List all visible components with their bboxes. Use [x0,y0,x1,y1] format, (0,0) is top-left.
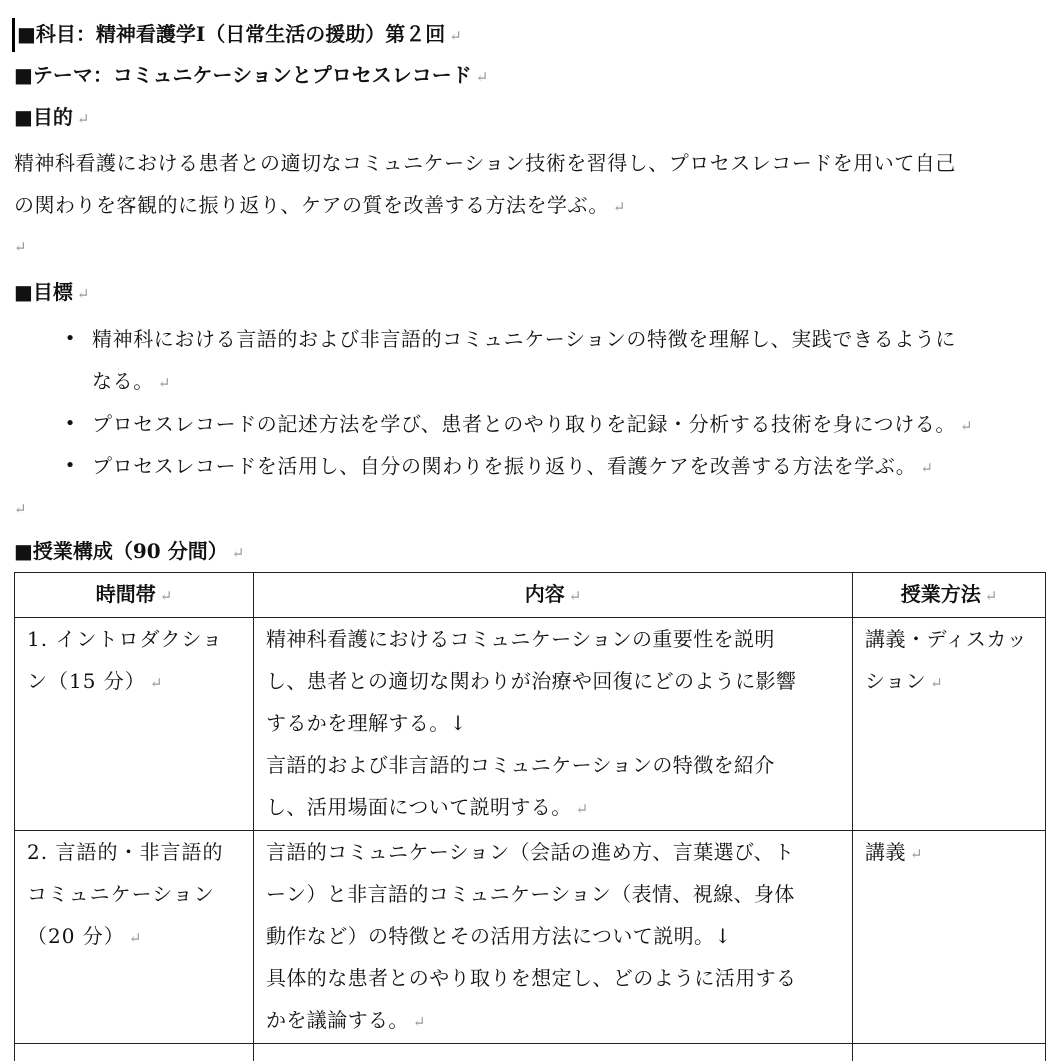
cell-method[interactable] [853,831,1046,1044]
table-row [15,618,1046,831]
goal-item-3-line-1: プロセスレコードを活用し、自分の関わりを振り返り、看護ケアを改善する方法を学ぶ。 [92,454,917,478]
cell-mark: ↵ [568,587,582,605]
course-structure-table[interactable] [14,572,1046,1061]
cell-method[interactable] [853,618,1046,831]
method-line [865,831,1033,875]
content-line: 精神科看護におけるコミュニケーションの重要性を説明 [266,627,775,651]
cell-mark: ↵ [910,845,924,863]
purpose-line-2-text: の関わりを客観的に振り返り、ケアの質を改善する方法を学ぶ。 [14,193,609,217]
goals-heading-text: ■目標 [14,280,73,304]
table-row [15,831,1046,1044]
content-line-text: かを議論する。 [266,1008,409,1032]
content-line: するかを理解する。↓ [266,711,467,735]
goal-item-2-line-1: プロセスレコードの記述方法を学び、患者とのやり取りを記録・分析する技術を身につける。 [92,412,956,436]
table-header-row [15,573,1046,618]
table-row [15,1044,1046,1061]
content-line [266,786,840,830]
content-line: ーン）と非言語的コミュニケーション（表情、視線、身体 [266,882,795,906]
paragraph-mark: ↵ [960,417,974,435]
paragraph-mark: ↵ [449,27,462,45]
header-content [254,573,853,618]
paragraph-mark: ↵ [157,374,171,392]
cell-time[interactable] [15,618,254,831]
goal-item-1-line-1: 精神科における言語的および非言語的コミュニケーションの特徴を理解し、実践できるように [92,327,956,351]
goals-heading [14,278,89,308]
bullet-icon: • [64,455,76,476]
header-content-label: 内容 [524,582,565,606]
cell-mark: ↵ [149,674,164,692]
header-method [853,573,1046,618]
goal-item-1 [52,318,1057,404]
cell-content[interactable] [254,618,853,831]
goal-item-2 [52,403,1057,447]
paragraph-mark: ↵ [920,459,934,477]
content-line: 具体的な患者とのやり取りを想定し、どのように活用する [266,966,797,990]
purpose-line-2 [14,184,1059,228]
empty-paragraph-mark: ↵ [14,238,27,256]
method-line: 講義・ディスカッ [865,627,1028,651]
theme-text: ■テーマ：コミュニケーションとプロセスレコード [14,63,472,87]
goal-item-1-line-2: なる。 [92,369,154,393]
content-line [266,999,840,1043]
time-line-text: （20 分） [27,924,125,948]
paragraph-mark: ↵ [76,110,90,128]
header-time-label: 時間帯 [95,582,156,606]
cell-mark: ↵ [575,800,589,818]
paragraph-mark: ↵ [612,198,626,216]
cell-method[interactable] [853,1044,1046,1061]
paragraph-mark: ↵ [475,68,489,86]
cell-time[interactable] [15,831,254,1044]
bullet-icon: • [64,328,76,349]
goal-item-3 [52,445,1057,489]
cell-mark: ↵ [984,587,998,605]
time-line [27,660,241,704]
method-line [865,660,1033,704]
empty-paragraph-mark: ↵ [14,500,27,518]
method-line-text: ション [865,669,927,693]
goal-item-1-text [92,318,1057,404]
purpose-heading-text: ■目的 [14,105,73,129]
cell-mark: ↵ [412,1013,426,1031]
purpose-heading [14,103,89,133]
text-cursor [12,18,15,52]
purpose-line-1: 精神科看護における患者との適切なコミュニケーション技術を習得し、プロセスレコードを用いて自己 [14,151,956,175]
time-line: 1. イントロダクショ [27,627,224,651]
content-line-text: し、活用場面について説明する。 [266,795,572,819]
subject-text: ■科目：精神看護学Ⅰ（日常生活の援助）第２回 [17,22,446,46]
time-line: コミュニケーション [27,882,215,906]
cell-mark: ↵ [930,674,944,692]
structure-heading-text: ■授業構成（90 分間） [14,539,228,563]
cell-mark: ↵ [159,587,173,605]
method-line-text: 講義 [865,840,906,864]
subject-line [17,20,462,50]
content-line: 言語的コミュニケーション（会話の進め方、言葉選び、ト [266,840,795,864]
cell-mark: ↵ [128,929,143,947]
content-line: 言語的および非言語的コミュニケーションの特徴を紹介 [266,753,775,777]
paragraph-mark: ↵ [76,285,90,303]
content-line: し、患者との適切な関わりが治療や回復にどのように影響 [266,669,797,693]
structure-heading [14,537,244,567]
theme-line [14,61,488,91]
time-line-text: ン（15 分） [27,669,146,693]
header-method-label: 授業方法 [900,582,981,606]
time-line [27,915,241,959]
header-time [15,573,254,618]
cell-time[interactable] [15,1044,254,1061]
goal-item-2-text [92,403,1057,447]
bullet-icon: • [64,413,76,434]
goal-item-3-text [92,445,1057,489]
time-line: 2. 言語的・非言語的 [27,840,224,864]
purpose-paragraph [14,142,1059,228]
paragraph-mark: ↵ [231,544,245,562]
cell-content[interactable] [254,1044,853,1061]
content-line: 動作など）の特徴とその活用方法について説明。↓ [266,924,732,948]
cell-content[interactable] [254,831,853,1044]
